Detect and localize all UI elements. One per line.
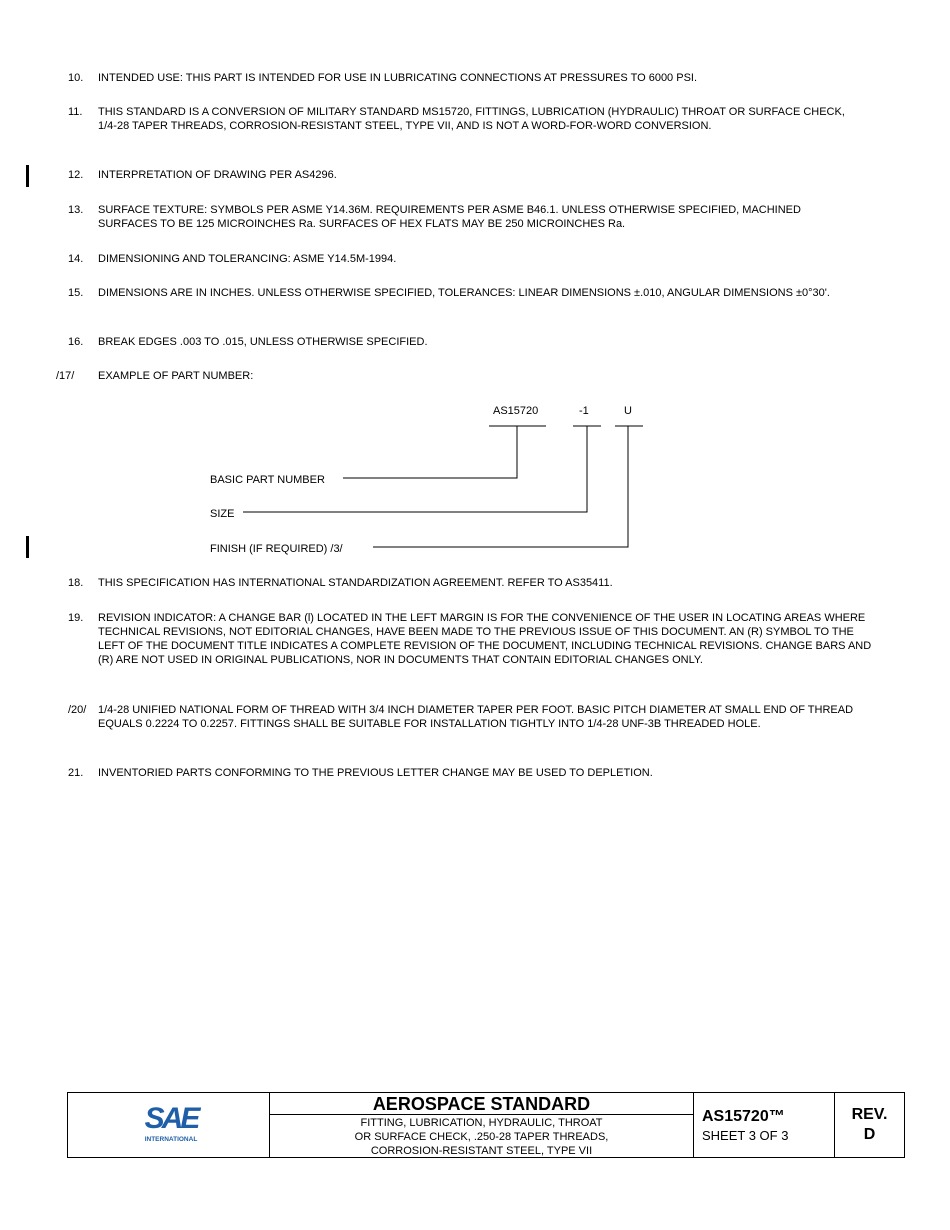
note-number: 19. — [68, 612, 84, 624]
title-block-doc-cell — [694, 1093, 835, 1157]
description-line: FITTING, LUBRICATION, HYDRAULIC, THROAT — [360, 1117, 603, 1129]
note-number: /17/ — [56, 370, 75, 382]
note-text: REVISION INDICATOR: A CHANGE BAR (l) LOCATED IN THE LEFT MARGIN IS FOR THE CONVENIENCE OF THE USER IN LOCATING AREAS WHERE TECHNICAL REVISIONS, NOT EDITORIAL CHANGES, HAVE BEEN MADE TO THE PREVIOUS ISSUE OF THIS DOCUMENT. AN (R) SYMBOL TO THE LEFT OF THE DOCUMENT TITLE INDICATES A COMPLETE REVISION OF THE DOCUMENT, INCLUDING TECHNICAL REVISIONS. CHANGE BARS AND (R) ARE NOT USED IN ORIGINAL PUBLICATIONS, NOR IN DOCUMENTS THAT CONTAIN EDITORIAL CHANGES ONLY. — [98, 612, 872, 666]
note-number: /20/ — [68, 704, 87, 716]
note-12 — [68, 168, 898, 182]
note-15 — [68, 286, 898, 300]
sheet-number: SHEET 3 OF 3 — [702, 1128, 789, 1143]
basic-leader — [343, 426, 517, 478]
description-line: OR SURFACE CHECK, .250-28 TAPER THREADS, — [354, 1131, 609, 1143]
title-block-title-cell — [270, 1093, 694, 1157]
note-11 — [68, 105, 898, 133]
note-number: 21. — [68, 767, 84, 779]
sae-logo-mark: SAE — [144, 1102, 198, 1135]
revision-value: D — [863, 1126, 876, 1143]
note-10 — [68, 71, 898, 85]
note-text: THIS STANDARD IS A CONVERSION OF MILITARY STANDARD MS15720, FITTINGS, LUBRICATION (HYDRAULIC) THROAT OR SURFACE CHECK, 1/4-28 TAPER THREADS, CORROSION-RESISTANT STEEL, TYPE VII, AND IS NOT A WORD-FOR-WORD CONVERSION. — [98, 106, 845, 132]
note-20 — [68, 703, 898, 731]
part-number-finish-code: U — [624, 405, 632, 417]
note-text: INTERPRETATION OF DRAWING PER AS4296. — [98, 169, 337, 181]
revision-label: REV. — [851, 1106, 888, 1123]
note-number: 13. — [68, 204, 84, 216]
document-number: AS15720™ — [702, 1108, 785, 1125]
title-block — [67, 1092, 905, 1158]
note-text: EXAMPLE OF PART NUMBER: — [98, 370, 254, 382]
part-number-size-code: -1 — [579, 405, 589, 417]
basic-part-number-label: BASIC PART NUMBER — [210, 474, 325, 486]
note-text: THIS SPECIFICATION HAS INTERNATIONAL STANDARDIZATION AGREEMENT. REFER TO AS35411. — [98, 577, 613, 589]
note-17 — [56, 369, 898, 383]
finish-label: FINISH (IF REQUIRED) /3/ — [210, 543, 343, 555]
note-19 — [68, 611, 898, 667]
note-text: 1/4-28 UNIFIED NATIONAL FORM OF THREAD WITH 3/4 INCH DIAMETER TAPER PER FOOT. BASIC PITCH DIAMETER AT SMALL END OF THREAD EQUALS 0.2224 TO 0.2257. FITTINGS SHALL BE SUITABLE FOR INSTALLATION TIGHTLY INTO 1/4-28 UNF-3B THREADED HOLE. — [98, 704, 854, 730]
note-21 — [68, 766, 898, 780]
size-leader — [243, 426, 587, 512]
description-line: CORROSION-RESISTANT STEEL, TYPE VII — [370, 1145, 593, 1157]
standard-heading: AEROSPACE STANDARD — [270, 1093, 693, 1115]
note-16 — [68, 335, 898, 349]
note-number: 11. — [68, 106, 83, 118]
finish-leader — [373, 426, 628, 547]
size-label: SIZE — [210, 508, 235, 520]
note-text: BREAK EDGES .003 TO .015, UNLESS OTHERWISE SPECIFIED. — [98, 336, 428, 348]
note-14 — [68, 252, 898, 266]
note-number: 15. — [68, 287, 84, 299]
sae-logo — [136, 1099, 206, 1143]
note-text: DIMENSIONS ARE IN INCHES. UNLESS OTHERWISE SPECIFIED, TOLERANCES: LINEAR DIMENSIONS ±.010, ANGULAR DIMENSIONS ±0°30'. — [98, 287, 830, 299]
note-text: SURFACE TEXTURE: SYMBOLS PER ASME Y14.36M. REQUIREMENTS PER ASME B46.1. UNLESS OTHERWISE SPECIFIED, MACHINED SURFACES TO BE 125 MICROINCHES Ra. SURFACES OF HEX FLATS MAY BE 250 MICROINCHES Ra. — [98, 204, 801, 230]
title-block-rev-cell — [835, 1093, 904, 1157]
change-bar-note-12 — [26, 165, 29, 187]
standard-description — [270, 1116, 693, 1158]
note-13 — [68, 203, 898, 231]
note-text: DIMENSIONING AND TOLERANCING: ASME Y14.5M-1994. — [98, 253, 397, 265]
note-18 — [68, 576, 898, 590]
change-bar-note-17 — [26, 536, 29, 558]
note-number: 16. — [68, 336, 84, 348]
sae-logo-subtext: INTERNATIONAL — [144, 1136, 198, 1143]
note-number: 18. — [68, 577, 84, 589]
part-number-base: AS15720 — [493, 405, 539, 417]
note-text: INTENDED USE: THIS PART IS INTENDED FOR USE IN LUBRICATING CONNECTIONS AT PRESSURES TO 6000 PSI. — [98, 72, 698, 84]
note-text: INVENTORIED PARTS CONFORMING TO THE PREVIOUS LETTER CHANGE MAY BE USED TO DEPLETION. — [98, 767, 653, 779]
note-number: 12. — [68, 169, 84, 181]
note-number: 10. — [68, 72, 84, 84]
note-number: 14. — [68, 253, 84, 265]
title-block-logo-cell — [68, 1093, 270, 1157]
